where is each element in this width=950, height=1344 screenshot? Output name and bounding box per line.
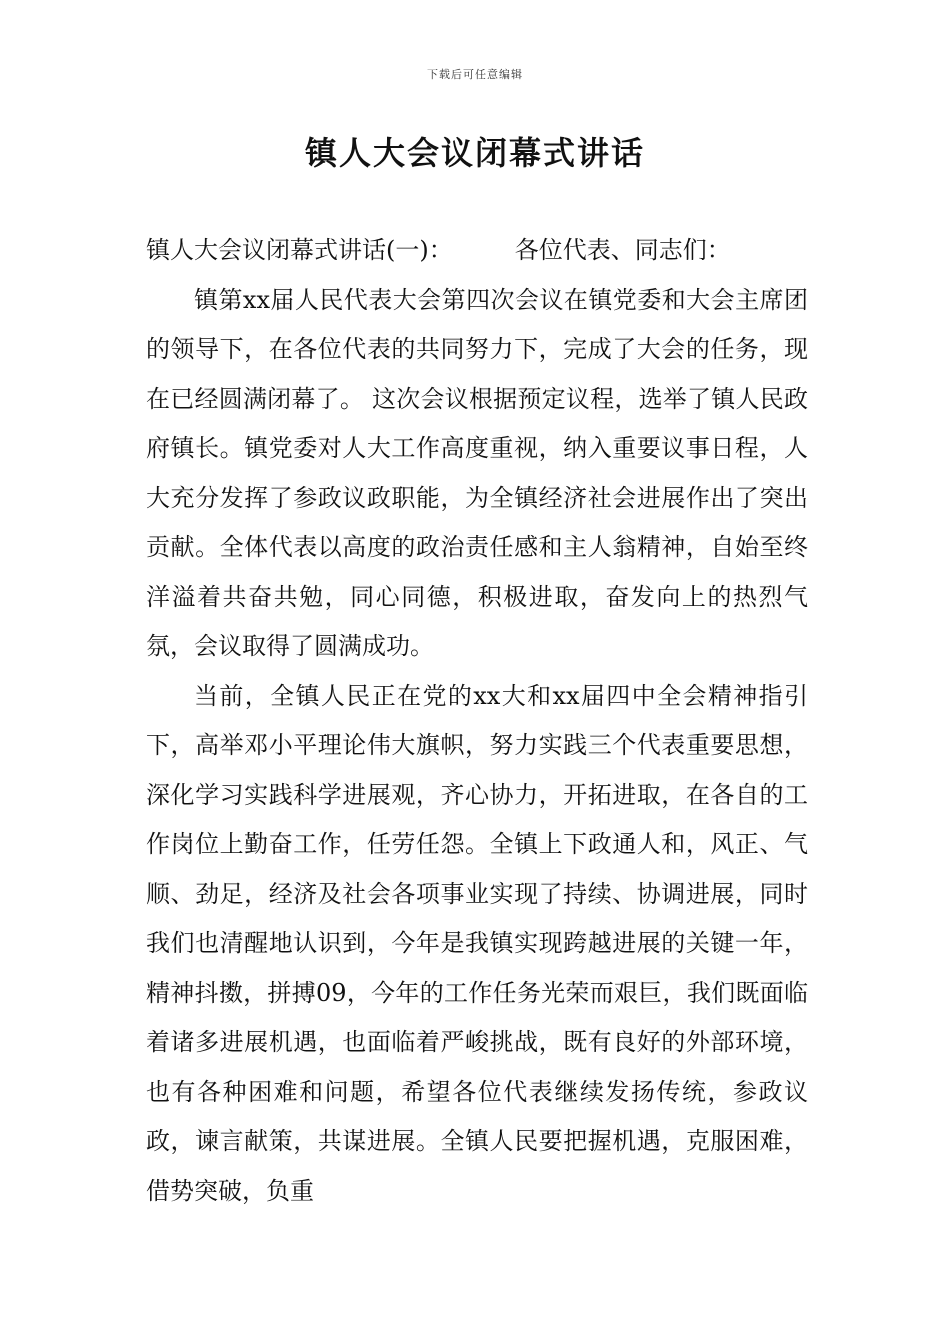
- paragraph-2: 当前，全镇人民正在党的xx大和xx届四中全会精神指引下，高举邓小平理论伟大旗帜，努力实践三个代表重要思想，深化学习实践科学进展观，齐心协力，开拓进取，在各自的工作岗位上勤奋工作，任劳任怨。全镇上下政通人和，风正、气顺、劲足，经济及社会各项事业实现了持续、协调进展，同时我们也清醒地认识到，今年是我镇实现跨越进展的关键一年，精神抖擞，拼搏09，今年的工作任务光荣而艰巨，我们既面临着诸多进展机遇，也面临着严峻挑战，既有良好的外部环境，也有各种困难和问题，希望各位代表继续发扬传统，参政议政，谏言献策，共谋进展。全镇人民要把握机遇，克服困难，借势突破，负重: [146, 681, 808, 1205]
- document-body: [146, 226, 808, 1216]
- opening-line: [146, 226, 808, 276]
- document-title: 镇人大会议闭幕式讲话: [304, 134, 645, 172]
- section-label: 镇人大会议闭幕式讲话(一)：: [146, 236, 453, 264]
- header-note: 下载后可任意编辑: [427, 68, 523, 81]
- paragraph-1: 镇第xx届人民代表大会第四次会议在镇党委和大会主席团的领导下，在各位代表的共同努力下，完成了大会的任务，现在已经圆满闭幕了。 这次会议根据预定议程，选举了镇人民政府镇长。镇党委对人大工作高度重视，纳入重要议事日程，人大充分发挥了参政议政职能，为全镇经济社会进展作出了突出贡献。全体代表以高度的政治责任感和主人翁精神，自始至终洋溢着共奋共勉，同心同德，积极进取，奋发向上的热烈气氛，会议取得了圆满成功。: [146, 285, 808, 660]
- greeting: 各位代表、同志们：: [514, 236, 731, 264]
